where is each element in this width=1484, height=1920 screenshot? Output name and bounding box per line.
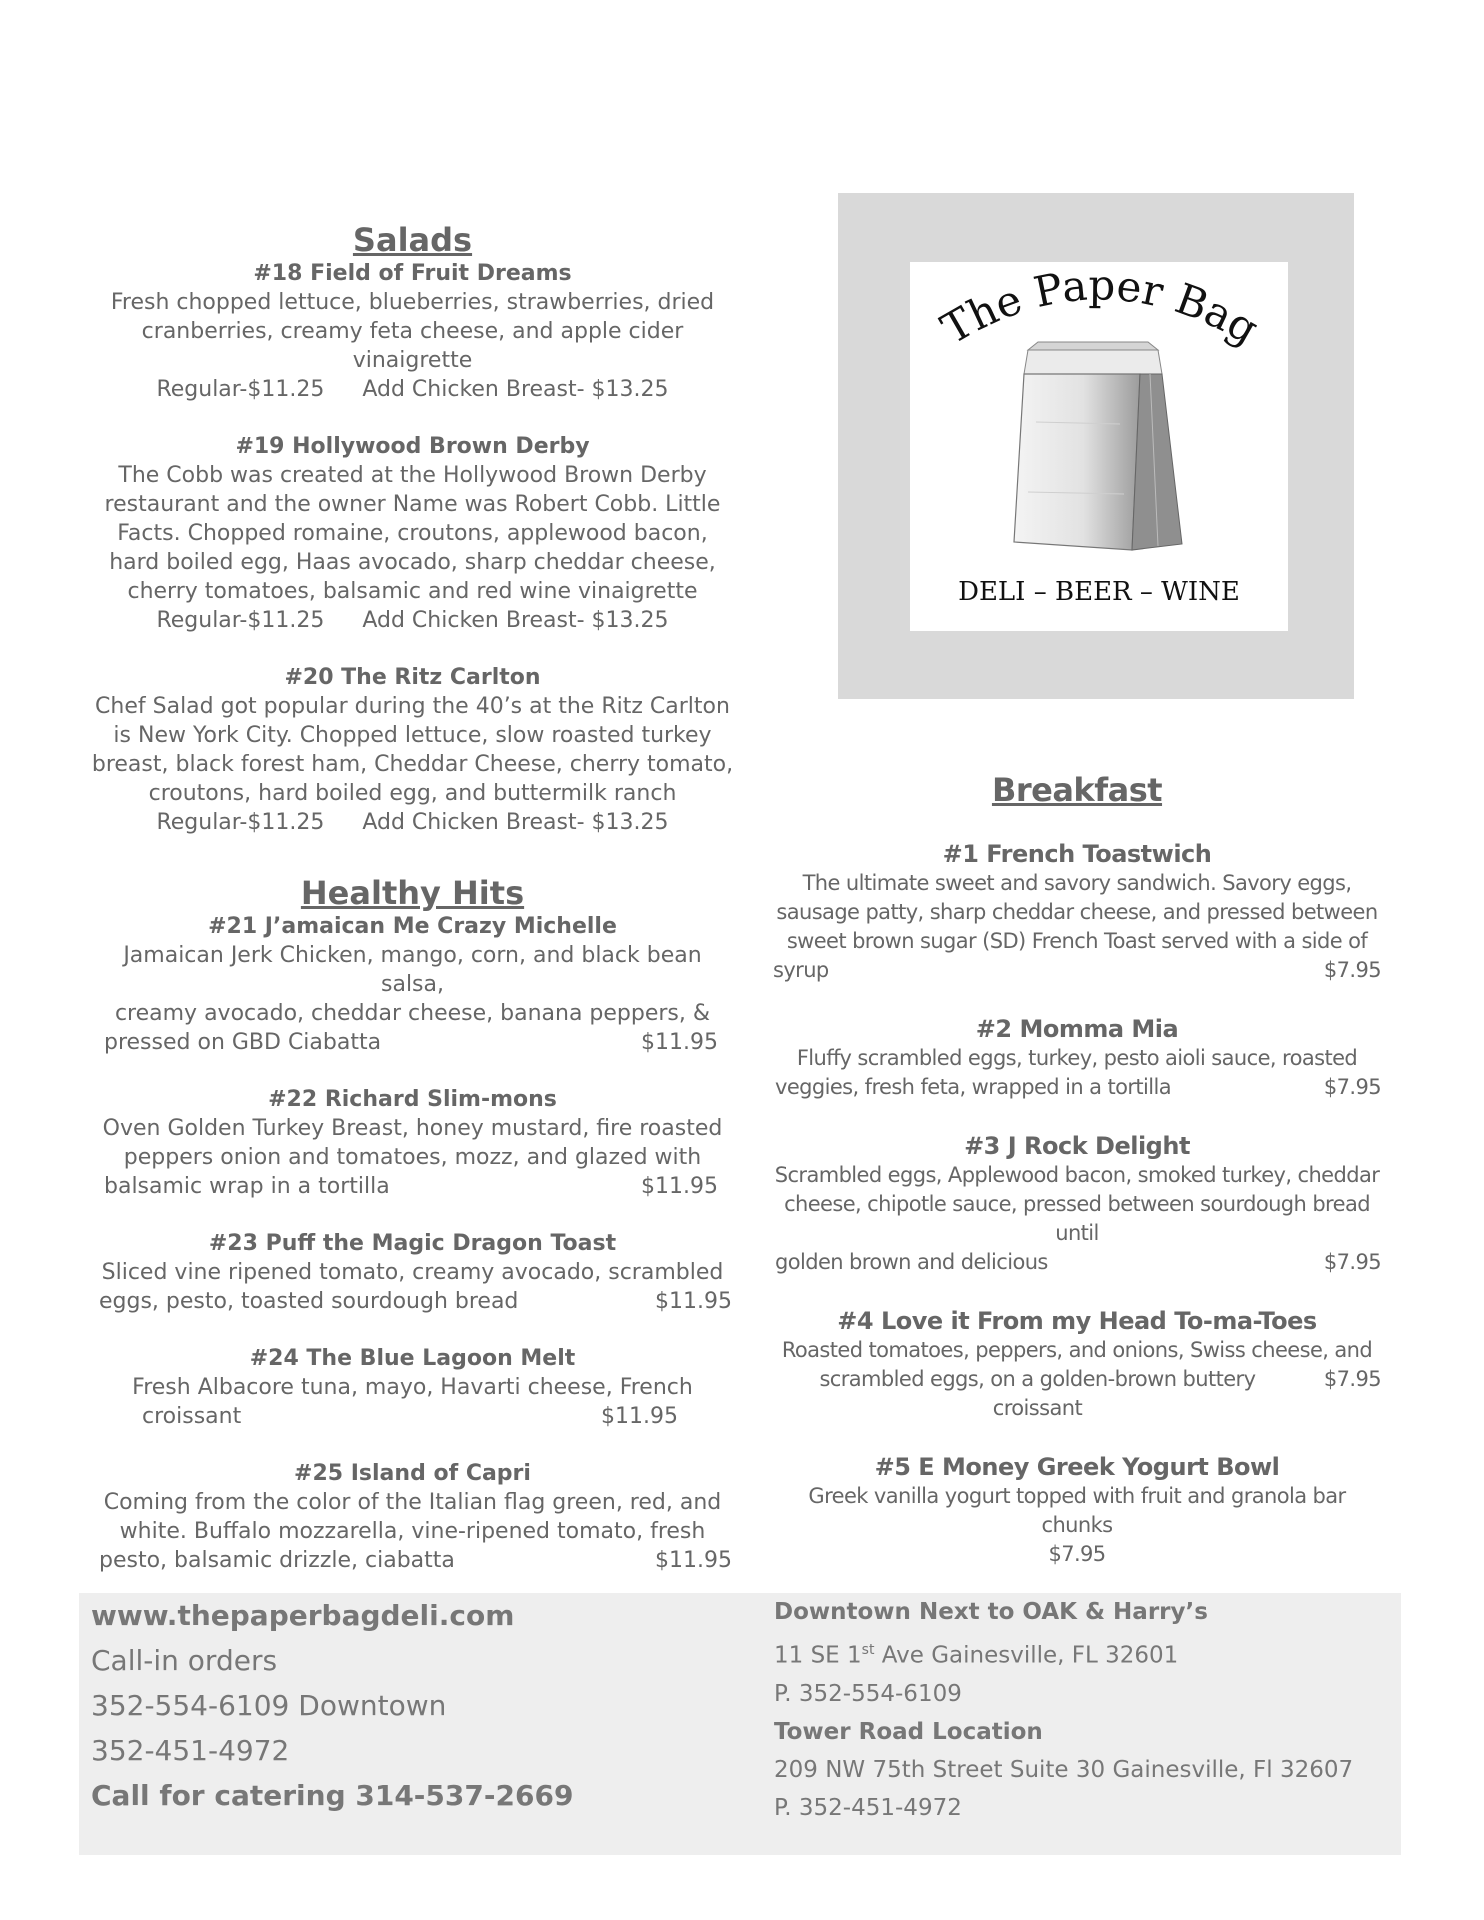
- item-desc: cheese, chipotle sauce, pressed between sourdough bread until: [784, 1192, 1370, 1245]
- item-desc: Oven Golden Turkey Breast, honey mustard, fire roasted: [102, 1116, 723, 1141]
- item-desc: restaurant and the owner Name was Robert Cobb. Little: [104, 492, 721, 517]
- phone-tower[interactable]: 352-451-4972: [91, 1734, 290, 1767]
- downtown-address-b: Ave Gainesville, FL 32601: [874, 1642, 1179, 1669]
- menu-item: [773, 1014, 1381, 1102]
- add-chicken-price: Add Chicken Breast- $13.25: [362, 377, 669, 402]
- call-in-label: Call-in orders: [91, 1644, 278, 1677]
- item-desc-last: pesto, balsamic drizzle, ciabatta: [99, 1548, 455, 1573]
- item-desc: cherry tomatoes, balsamic and red wine vinaigrette: [127, 579, 698, 604]
- item-desc: The Cobb was created at the Hollywood Brown Derby: [118, 463, 707, 488]
- footer-contact: [91, 1593, 573, 1818]
- menu-item: [80, 260, 745, 404]
- salads-section: [80, 220, 745, 837]
- item-desc-last: pressed on GBD Ciabatta: [104, 1030, 382, 1055]
- tower-address: 209 NW 75th Street Suite 30 Gainesville, Fl 32607: [774, 1756, 1354, 1783]
- item-desc-last: croissant: [142, 1404, 242, 1429]
- item-desc: Roasted tomatoes, peppers, and onions, Swiss cheese, and: [781, 1338, 1373, 1362]
- logo-tagline: DELI – BEER – WINE: [958, 577, 1240, 607]
- item-desc-last: scrambled eggs, on a golden-brown buttery croissant: [819, 1367, 1256, 1420]
- item-desc: peppers onion and tomatoes, mozz, and glazed with: [123, 1145, 702, 1170]
- menu-item: [773, 1306, 1381, 1423]
- item-title: #21 J’amaican Me Crazy Michelle: [208, 914, 617, 939]
- menu-item: [773, 1452, 1381, 1569]
- price-line: [97, 1546, 732, 1575]
- item-desc-last: golden brown and delicious: [775, 1250, 1048, 1274]
- item-price: $11.95: [641, 1174, 718, 1199]
- item-desc: Fluffy scrambled eggs, turkey, pesto aioli sauce, roasted: [796, 1046, 1358, 1070]
- menu-item: [80, 1230, 745, 1316]
- item-title: #19 Hollywood Brown Derby: [235, 434, 590, 459]
- tower-phone[interactable]: P. 352-451-4972: [774, 1794, 962, 1821]
- item-price: $7.95: [1323, 1367, 1381, 1391]
- price-line: [97, 1402, 728, 1431]
- breakfast-section: [773, 770, 1381, 1569]
- item-title: #1 French Toastwich: [942, 840, 1212, 868]
- breakfast-title: Breakfast: [991, 771, 1163, 809]
- item-desc: Coming from the color of the Italian flag green, red, and: [103, 1490, 722, 1515]
- item-desc: croutons, hard boiled egg, and buttermilk ranch: [148, 781, 677, 806]
- item-price: $11.95: [655, 1289, 732, 1314]
- item-price: $11.95: [601, 1404, 678, 1429]
- add-chicken-price: Add Chicken Breast- $13.25: [362, 810, 669, 835]
- item-title: #23 Puff the Magic Dragon Toast: [208, 1231, 617, 1256]
- item-title: #24 The Blue Lagoon Melt: [249, 1346, 576, 1371]
- item-price: $7.95: [1323, 1075, 1381, 1099]
- price-line: [773, 1073, 1381, 1102]
- price-line: [80, 606, 745, 635]
- item-desc: Chef Salad got popular during the 40’s at the Ritz Carlton: [95, 694, 730, 719]
- item-price: $11.95: [641, 1030, 718, 1055]
- catering-phone[interactable]: Call for catering 314-537-2669: [91, 1779, 574, 1812]
- item-desc: Jamaican Jerk Chicken, mango, corn, and black bean salsa,: [123, 943, 702, 997]
- item-title: #4 Love it From my Head To-ma-Toes: [837, 1307, 1317, 1335]
- item-desc: breast, black forest ham, Cheddar Cheese, cherry tomato,: [91, 752, 734, 777]
- item-desc: is New York City. Chopped lettuce, slow roasted turkey: [113, 723, 712, 748]
- salads-title: Salads: [352, 221, 473, 259]
- downtown-address: [774, 1631, 1353, 1675]
- item-title: #2 Momma Mia: [975, 1015, 1179, 1043]
- price-line: [97, 1172, 728, 1201]
- footer: [79, 1593, 1401, 1855]
- menu-item: [773, 1131, 1381, 1277]
- item-desc: hard boiled egg, Haas avocado, sharp cheddar cheese,: [109, 550, 716, 575]
- regular-price: Regular-$11.25: [156, 608, 325, 633]
- item-desc: Greek vanilla yogurt topped with fruit and granola bar chunks: [808, 1484, 1346, 1537]
- logo-panel: [838, 193, 1354, 699]
- downtown-phone[interactable]: P. 352-554-6109: [774, 1680, 962, 1707]
- item-desc: Fresh Albacore tuna, mayo, Havarti cheese, French: [132, 1375, 693, 1400]
- price-line: [80, 375, 745, 404]
- item-title: #25 Island of Capri: [294, 1461, 531, 1486]
- item-desc: white. Buffalo mozzarella, vine-ripened tomato, fresh: [119, 1519, 706, 1544]
- item-desc: vinaigrette: [352, 348, 473, 373]
- menu-item: [80, 1460, 745, 1575]
- item-desc: cranberries, creamy feta cheese, and apple cider: [141, 319, 684, 344]
- website-link[interactable]: www.thepaperbagdeli.com: [91, 1599, 515, 1632]
- item-price: $7.95: [1048, 1542, 1106, 1566]
- item-desc-last: balsamic wrap in a tortilla: [104, 1174, 390, 1199]
- item-desc: Facts. Chopped romaine, croutons, applewood bacon,: [117, 521, 708, 546]
- regular-price: Regular-$11.25: [156, 377, 325, 402]
- menu-item: [80, 433, 745, 635]
- healthy-hits-section: [80, 873, 745, 1575]
- item-price: $11.95: [655, 1548, 732, 1573]
- item-price: $7.95: [1323, 1250, 1381, 1274]
- item-price: $7.95: [1323, 958, 1381, 982]
- price-line: [80, 808, 745, 837]
- add-chicken-price: Add Chicken Breast- $13.25: [362, 608, 669, 633]
- item-desc: Fresh chopped lettuce, blueberries, strawberries, dried: [110, 290, 715, 315]
- price-line: [773, 1365, 1381, 1423]
- menu-item: [80, 664, 745, 837]
- item-desc-last: veggies, fresh feta, wrapped in a tortilla: [775, 1075, 1171, 1099]
- paper-bag-icon: [1014, 342, 1182, 550]
- item-title: #20 The Ritz Carlton: [284, 665, 541, 690]
- tower-title: Tower Road Location: [774, 1718, 1043, 1745]
- logo: [910, 262, 1288, 631]
- price-line: [97, 1287, 732, 1316]
- item-desc: The ultimate sweet and savory sandwich. Savory eggs,: [802, 871, 1352, 895]
- item-desc: sweet brown sugar (SD) French Toast served with a side of: [786, 929, 1368, 953]
- item-desc-last: syrup: [773, 958, 829, 982]
- menu-item: [80, 1345, 745, 1431]
- price-line: [97, 1028, 728, 1057]
- item-desc-last: eggs, pesto, toasted sourdough bread: [99, 1289, 519, 1314]
- downtown-address-sup: st: [861, 1642, 875, 1658]
- menu-item: [773, 839, 1381, 985]
- menu-item: [80, 1086, 745, 1201]
- footer-locations: [774, 1593, 1353, 1827]
- price-line: [773, 1248, 1381, 1277]
- downtown-title: Downtown Next to OAK & Harry’s: [774, 1599, 1208, 1625]
- logo-name: The Paper Bag: [933, 262, 1267, 354]
- downtown-address-a: 11 SE 1: [774, 1642, 862, 1669]
- item-title: #22 Richard Slim-mons: [268, 1087, 557, 1112]
- item-title: #3 J Rock Delight: [964, 1132, 1190, 1160]
- item-desc: Sliced vine ripened tomato, creamy avocado, scrambled: [101, 1260, 724, 1285]
- item-title: #5 E Money Greek Yogurt Bowl: [874, 1453, 1280, 1481]
- phone-downtown[interactable]: 352-554-6109 Downtown: [91, 1689, 447, 1722]
- item-desc: creamy avocado, cheddar cheese, banana peppers, &: [114, 1001, 711, 1026]
- item-desc: sausage patty, sharp cheddar cheese, and pressed between: [776, 900, 1378, 924]
- item-desc: Scrambled eggs, Applewood bacon, smoked turkey, cheddar: [774, 1163, 1380, 1187]
- regular-price: Regular-$11.25: [156, 810, 325, 835]
- menu-item: [80, 913, 745, 1057]
- item-title: #18 Field of Fruit Dreams: [253, 261, 572, 286]
- healthy-hits-title: Healthy Hits: [300, 874, 525, 912]
- price-line: [773, 956, 1381, 985]
- logo-graphic: [910, 262, 1288, 631]
